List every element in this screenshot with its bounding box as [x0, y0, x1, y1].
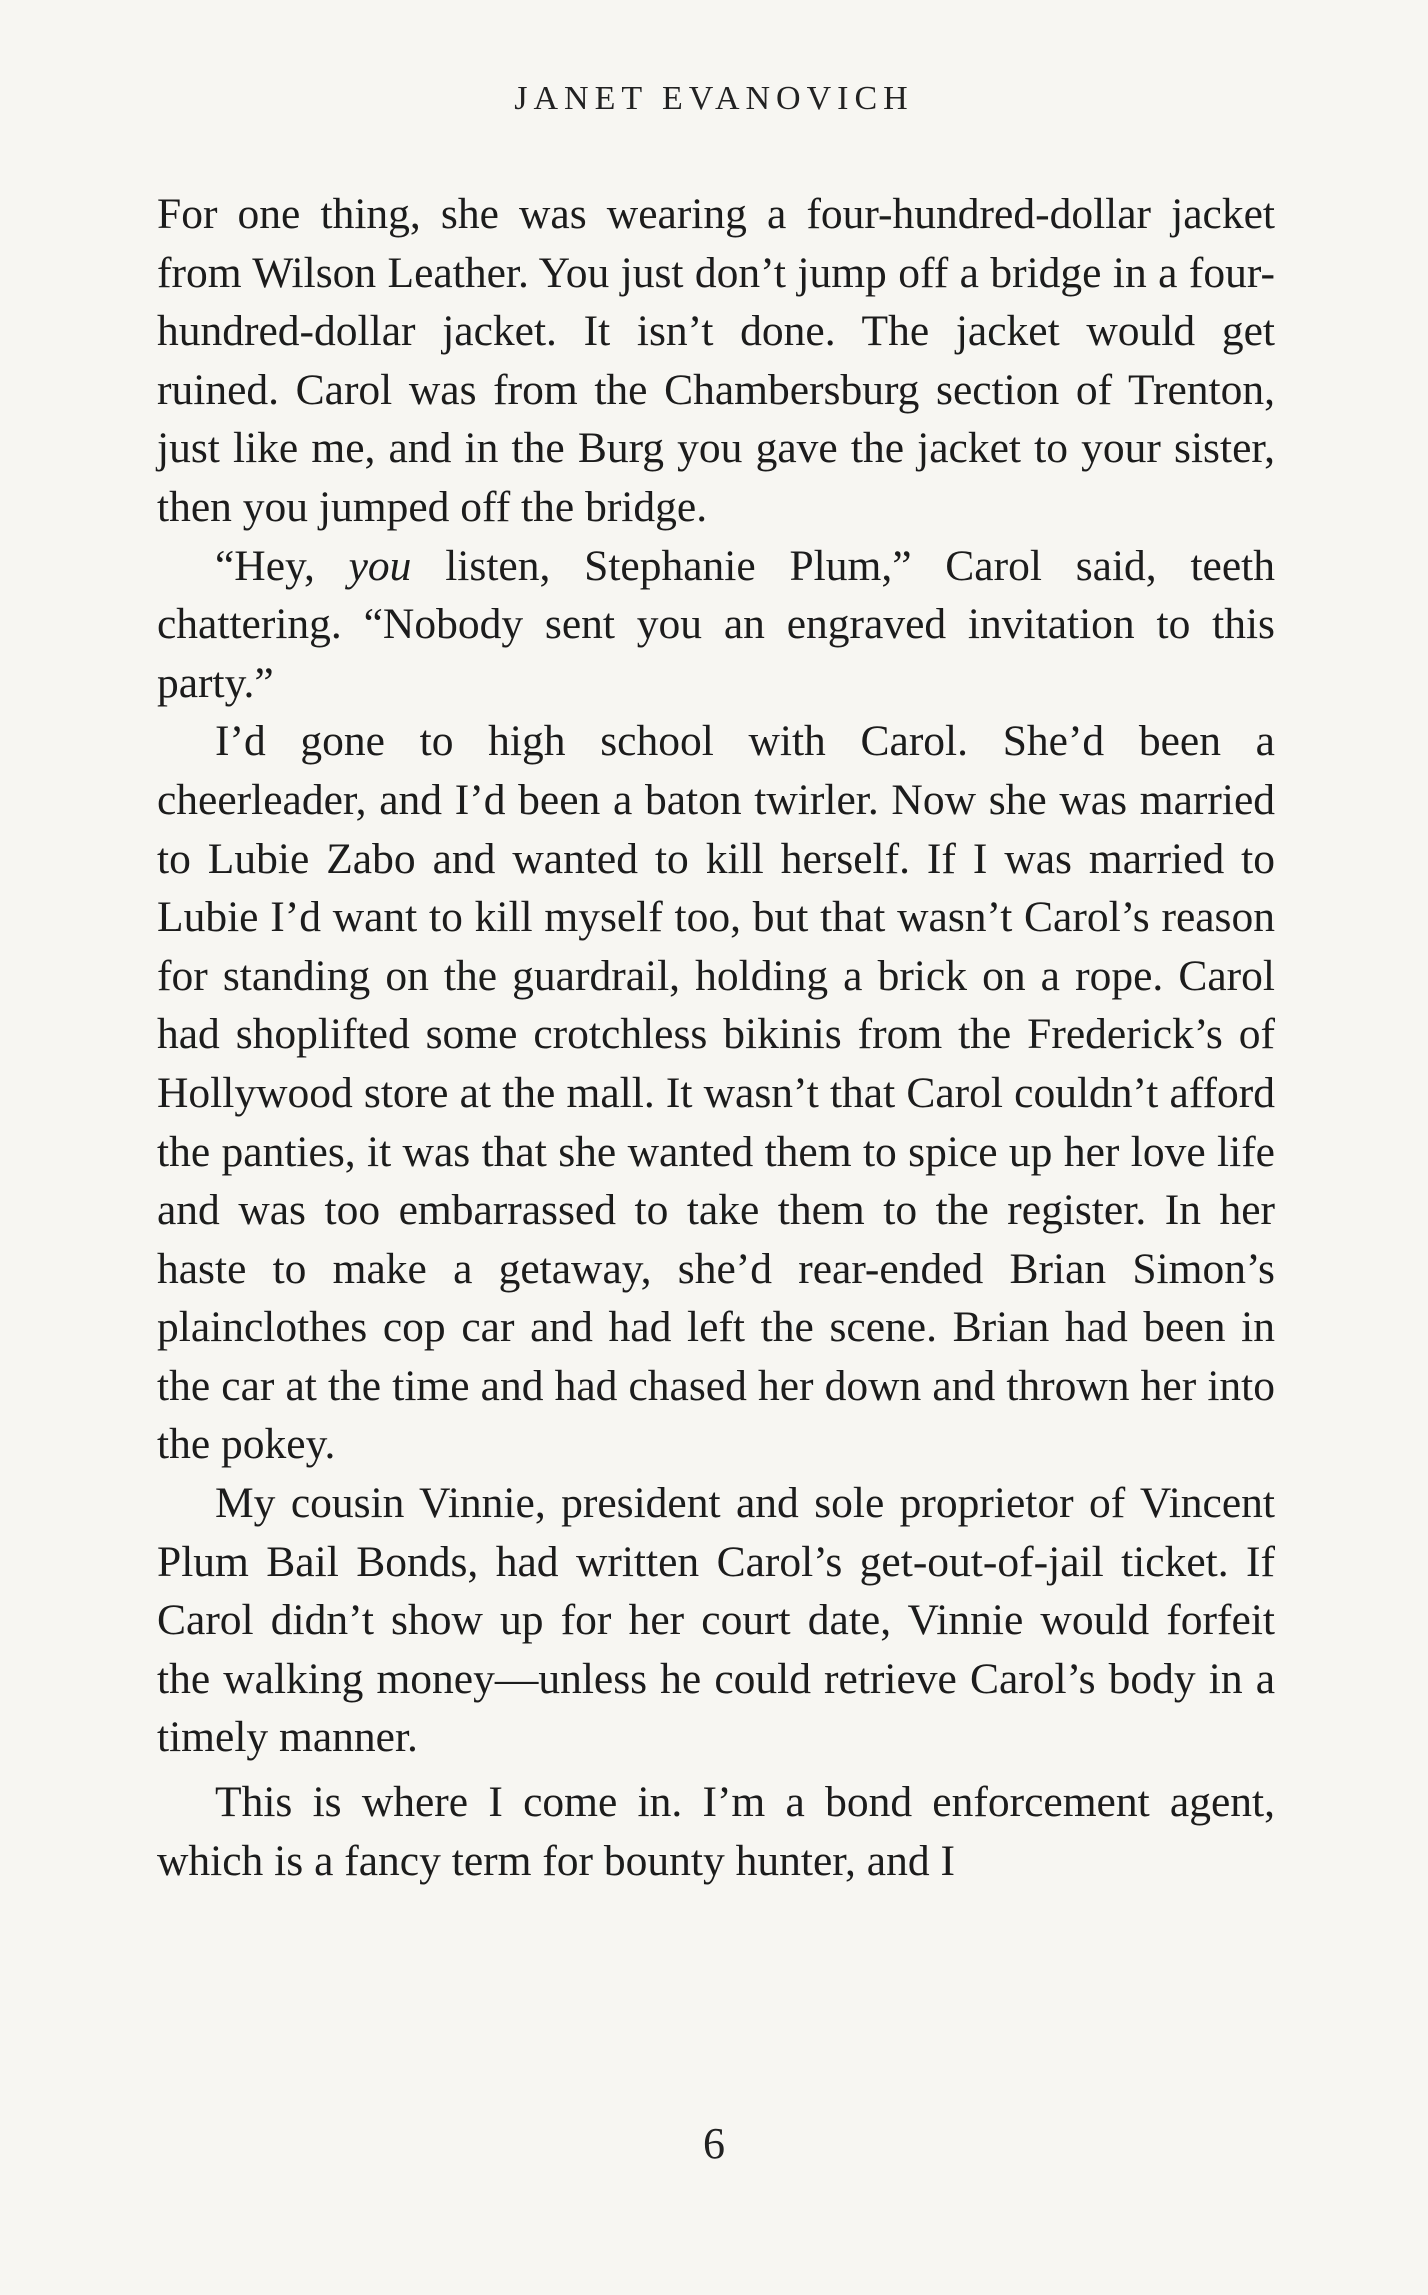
paragraph-1: [157, 185, 1275, 537]
paragraph-3: [157, 712, 1275, 1474]
paragraph-text: listen, Stephanie Plum,” Carol said, teeth chattering. “Nobody sent you an engraved invitation to this party.”: [157, 541, 1275, 707]
page-number: 6: [703, 2119, 725, 2168]
paragraph-2: [157, 537, 1275, 713]
paragraph-text: My cousin Vinnie, president and sole proprietor of Vincent Plum Bail Bonds, had written Carol’s get-out-of-jail ticket. If Carol didn’t show up for her court date, Vinnie would forfeit the walking money—unless he could retrieve Carol’s body in a timely manner.: [157, 1479, 1275, 1762]
paragraph-4: [157, 1474, 1275, 1767]
paragraph-text: “Hey,: [215, 541, 349, 590]
paragraph-text: I’d gone to high school with Carol. She’d been a cheerleader, and I’d been a baton twirler. Now she was married to Lubie Zabo and wanted to kill herself. If I was married to Lubie I’d want to kill myself too, but that wasn’t Carol’s reason for standing on the guardrail, holding a brick on a rope. Carol had shoplifted some crotchless bikinis from the Frederick’s of Hollywood store at the mall. It wasn’t that Carol couldn’t afford the panties, it was that she wanted them to spice up her love life and was too embarrassed to take them to the register. In her haste to make a getaway, she’d rear-ended Brian Simon’s plainclothes cop car and had left the scene. Brian had been in the car at the time and had chased her down and thrown her into the pokey.: [157, 717, 1275, 1469]
running-head: JANET EVANOVICH: [514, 80, 914, 117]
emphasis-text: you: [348, 541, 412, 590]
body-text: [157, 185, 1275, 1890]
paragraph-5: [157, 1773, 1275, 1890]
paragraph-text: For one thing, she was wearing a four-hundred-dollar jacket from Wilson Leather. You just don’t jump off a bridge in a four-hundred-dollar jacket. It isn’t done. The jacket would get ruined. Carol was from the Chambersburg section of Trenton, just like me, and in the Burg you gave the jacket to your sister, then you jumped off the bridge.: [157, 190, 1275, 531]
paragraph-text: This is where I come in. I’m a bond enforcement agent, which is a fancy term for bounty hunter, and I: [157, 1778, 1275, 1885]
